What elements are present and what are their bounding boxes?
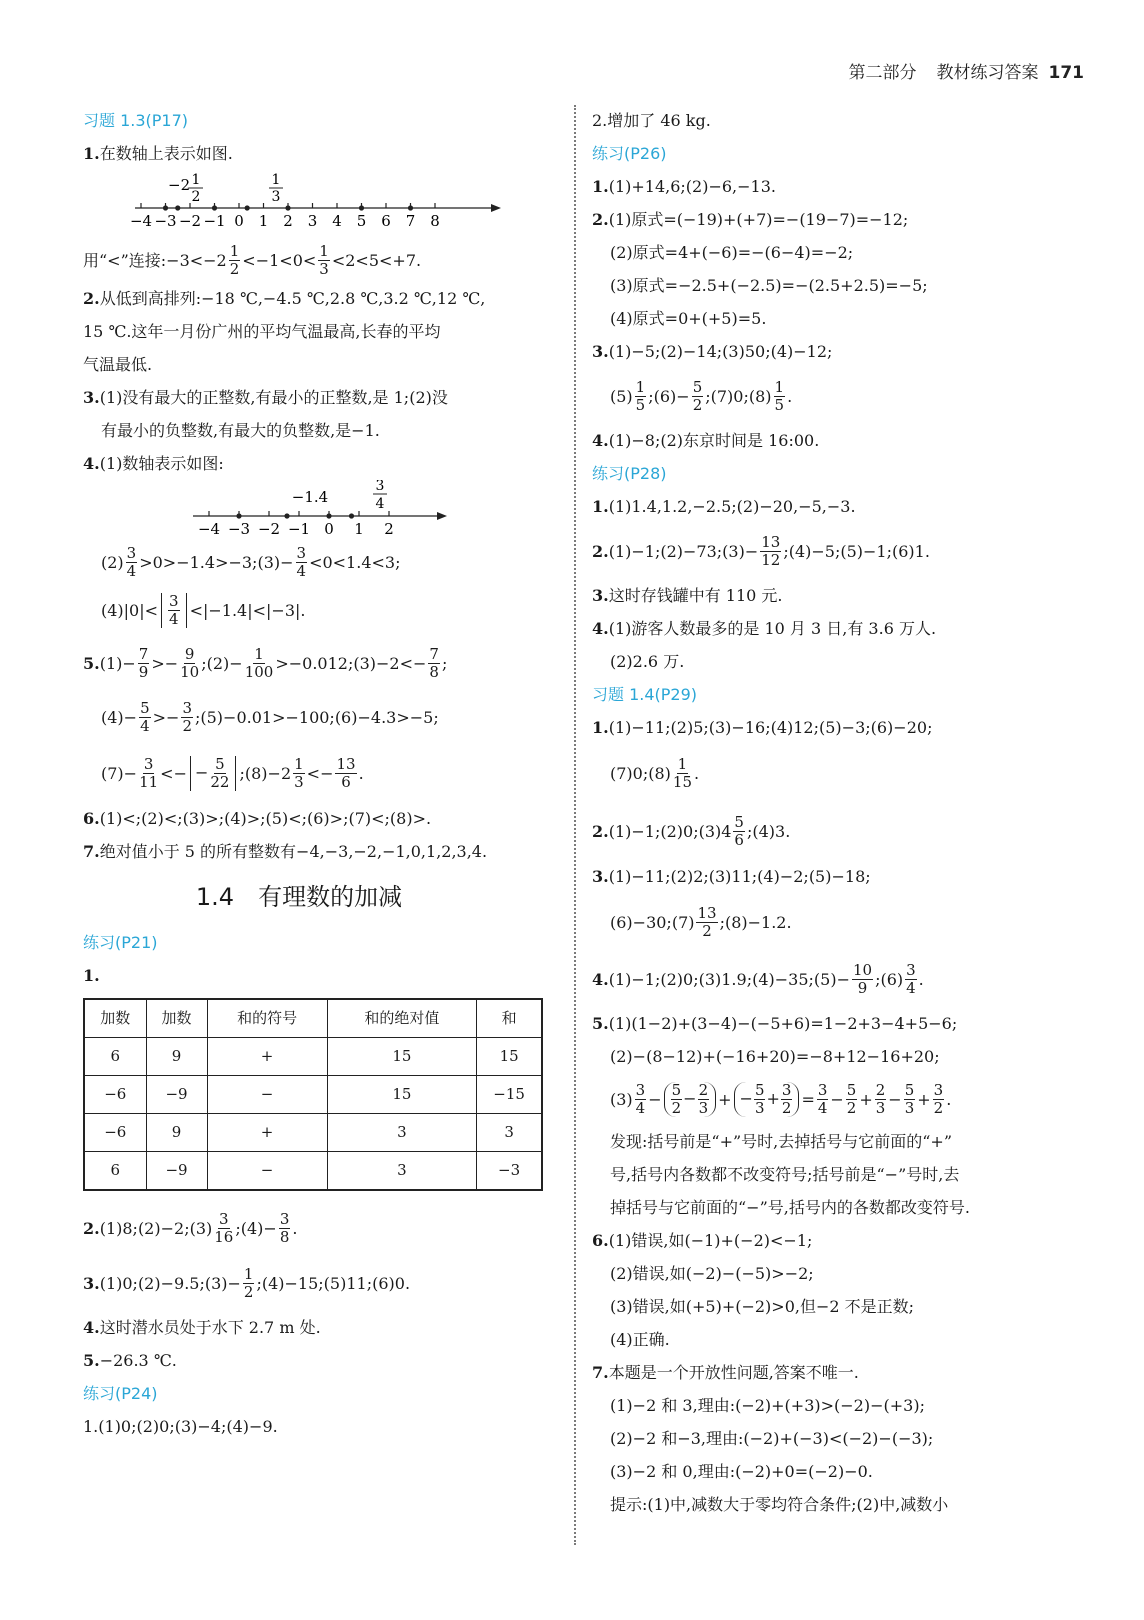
tick-label: −3 (227, 520, 251, 538)
q5-part: >− (152, 707, 180, 727)
tick-label: −2 (178, 212, 202, 230)
number-line-point (408, 205, 413, 210)
fraction: $\frac{9}{10}$ (180, 644, 200, 681)
nl1-mark-whole: −2 (168, 176, 191, 194)
table-cell: + (207, 1038, 327, 1076)
left-column (83, 104, 555, 1443)
q4-part: <0<1.4<3; (309, 552, 401, 572)
s14-q5-finding: 掉括号与它前面的“−”号,括号内的各数都改变符号. (610, 1198, 970, 1217)
fraction: $\frac{7}{8}$ (429, 644, 439, 681)
q-number: 2. (83, 1218, 100, 1238)
table-cell: 15 (327, 1076, 477, 1114)
table-cell: 和的符号 (207, 999, 327, 1038)
fraction: $\frac{3}{2}$ (781, 1080, 792, 1117)
fraction: $\frac{5}{3}$ (904, 1080, 915, 1117)
nl2-mark1: −1.4 (291, 488, 329, 506)
q-number: 4. (83, 454, 100, 473)
fraction: $\frac{7}{9}$ (138, 644, 149, 681)
q4-line: (1)数轴表示如图: (99, 454, 224, 473)
s14-q3-part: (6)−30;(7) (610, 912, 695, 932)
q-number: 4. (83, 1318, 100, 1337)
p21-q4: 这时潜水员处于水下 2.7 m 处. (99, 1318, 321, 1337)
p26-q3-line: (1)−5;(2)−14;(3)50;(4)−12; (608, 342, 833, 361)
s14-q5-part: − (648, 1089, 662, 1109)
q-number: 1. (592, 718, 609, 737)
tick-label: 2 (283, 212, 293, 230)
q5-part: ;(8)−2 (239, 763, 292, 783)
q5-part: . (358, 763, 364, 783)
tick-label: −1 (203, 212, 226, 230)
fraction: $\frac{5}{2}$ (846, 1080, 857, 1117)
q-number: 3. (592, 342, 609, 361)
s14-q1-part: (7)0;(8) (610, 763, 671, 783)
table-cell: 3 (327, 1114, 477, 1152)
q7-text: 绝对值小于 5 的所有整数有−4,−3,−2,−1,0,1,2,3,4. (99, 842, 488, 861)
p26-q2-line: (1)原式=(−19)+(+7)=−(19−7)=−12; (608, 210, 909, 229)
p26-q3-part: ;(6)− (648, 386, 690, 406)
table-cell: 9 (146, 1114, 207, 1152)
fraction: $\frac{2}{3}$ (698, 1080, 709, 1117)
number-line-point (175, 205, 180, 210)
number-line-1 (83, 170, 555, 238)
parenthesis-group: $\frac{5}{2}$ − $\frac{2}{3}$ (664, 1082, 717, 1117)
p28-q4-line: (1)游客人数最多的是 10 月 3 日,有 3.6 万人. (608, 619, 937, 638)
s14-q5-line: (1)(1−2)+(3−4)−(−5+6)=1−2+3−4+5−6; (608, 1014, 958, 1033)
table-cell: 加数 (84, 999, 146, 1038)
s14-q5-part: . (946, 1089, 952, 1109)
p28-q3: 这时存钱罐中有 110 元. (608, 586, 783, 605)
table-cell: 9 (146, 1038, 207, 1076)
s14-q5-finding: 号,括号内各数都不改变符号;括号前是“−”号时,去 (610, 1165, 960, 1184)
table-cell: − (207, 1152, 327, 1191)
tick-label: −1 (287, 520, 311, 538)
tick-label: 1 (258, 212, 269, 230)
fraction: $\frac{1}{3}$ (319, 241, 329, 278)
q5-part: <− (306, 763, 334, 783)
s14-q5-line: (2)−(8−12)+(−16+20)=−8+12−16+20; (610, 1047, 940, 1066)
q-number: 5. (592, 1014, 609, 1033)
q5-part: (7)− (101, 763, 138, 783)
q1-ans-part: <2<5<+7. (331, 250, 422, 270)
s14-q5-part: + (718, 1089, 732, 1109)
number-line-point (163, 205, 168, 210)
fraction: $\frac{3}{4}$ (906, 960, 916, 997)
table-header-row (84, 999, 542, 1038)
q-number: 4. (592, 431, 609, 450)
q-number: 3. (592, 867, 609, 886)
nl2-arrow (437, 512, 447, 520)
p21-q2-part: ;(4)− (235, 1218, 277, 1238)
q-number: 1. (83, 144, 100, 163)
table-cell: 15 (327, 1038, 477, 1076)
fraction: $\frac{10}{9}$ (852, 960, 873, 997)
chapter-title: 1.4 有理数的加减 (195, 883, 403, 911)
number-line-2 (83, 480, 555, 540)
table-cell: 3 (477, 1114, 542, 1152)
fraction: $\frac{3}{2}$ (933, 1080, 944, 1117)
s14-q2-part: ;(4)3. (746, 821, 791, 841)
section-title-p28: 练习(P28) (592, 464, 667, 483)
s14-q7-line: 提示:(1)中,减数大于零均符合条件;(2)中,减数小 (610, 1495, 949, 1514)
p28-q2-part: ;(4)−5;(5)−1;(6)1. (783, 541, 930, 561)
tick-label: 2 (384, 520, 394, 538)
q5-part: (4)− (101, 707, 138, 727)
section-title-p24: 练习(P24) (83, 1384, 158, 1403)
number-line-point (245, 205, 250, 210)
table-cell: 6 (84, 1152, 146, 1191)
section-title-1-4: 习题 1.4(P29) (592, 685, 698, 704)
q-number: 1. (83, 966, 100, 985)
table-row (84, 1076, 542, 1114)
section-title-p26: 练习(P26) (592, 144, 667, 163)
tick-label: 0 (234, 212, 244, 230)
q-number: 2. (592, 210, 609, 229)
tick-label: 1 (354, 520, 364, 538)
p26-q2-line: (2)原式=4+(−6)=−(6−4)=−2; (610, 243, 854, 262)
p28-q4-line: (2)2.6 万. (610, 652, 685, 671)
number-line-point (326, 513, 331, 518)
s14-q3-part: ;(8)−1.2. (719, 912, 792, 932)
parenthesis-group: − $\frac{5}{3}$ + $\frac{3}{2}$ (734, 1082, 800, 1117)
q-number: 4. (592, 619, 609, 638)
q2-line: 气温最低. (83, 355, 153, 374)
table-row (84, 1114, 542, 1152)
nl1-mark-den: 2 (191, 189, 201, 205)
nl1-mark2-den: 3 (271, 189, 281, 205)
p21-q5: −26.3 ℃. (99, 1351, 177, 1370)
tick-label: −4 (129, 212, 153, 230)
section-title-1-3: 习题 1.3(P17) (83, 111, 189, 130)
q-number: 4. (592, 969, 609, 989)
fraction: $\frac{3}{4}$ (817, 1080, 828, 1117)
q4-part: <|−1.4|<|−3|. (189, 600, 306, 620)
number-line-point (212, 205, 217, 210)
table-cell: −15 (477, 1076, 542, 1114)
q3-line: (1)没有最大的正整数,有最小的正整数,是 1;(2)没 (99, 388, 448, 407)
fraction: $\frac{2}{3}$ (875, 1080, 886, 1117)
fraction: $\frac{1}{5}$ (774, 377, 785, 414)
fraction: $\frac{5}{6}$ (734, 812, 744, 849)
number-line-point (359, 205, 364, 210)
tick-label: −2 (257, 520, 281, 538)
q-number: 7. (83, 842, 100, 861)
fraction: $\frac{3}{11}$ (139, 754, 159, 791)
p24-q2: 2.增加了 46 kg. (592, 111, 711, 130)
p26-q3-part: . (787, 386, 793, 406)
fraction: $\frac{1}{2}$ (229, 241, 240, 278)
p26-q1: (1)+14,6;(2)−6,−13. (608, 177, 776, 196)
column-divider (574, 105, 576, 1545)
table-cell: −6 (84, 1076, 146, 1114)
tick-label: 8 (430, 212, 440, 230)
s14-q4-part: (1)−1;(2)0;(3)1.9;(4)−35;(5)− (608, 969, 850, 989)
s14-q6-line: (2)错误,如(−2)−(−5)>−2; (610, 1264, 814, 1283)
q-number: 3. (83, 1273, 100, 1293)
tick-label: 6 (381, 212, 391, 230)
s14-q6-line: (4)正确. (610, 1330, 670, 1349)
table-cell: 6 (84, 1038, 146, 1076)
fraction: $\frac{1}{3}$ (294, 754, 304, 791)
fraction: $\frac{3}{4}$ (635, 1080, 646, 1117)
nl2-mark2-den: 4 (375, 496, 385, 512)
q4-part: (4)|0|< (101, 600, 159, 620)
table-row (84, 1152, 542, 1191)
s14-q7-line: (1)−2 和 3,理由:(−2)+(+3)>(−2)−(+3); (610, 1396, 925, 1415)
absolute-value: − $\frac{5}{22}$ (190, 756, 237, 791)
q5-part: ;(2)− (201, 653, 243, 673)
fraction: $\frac{1}{100}$ (244, 644, 274, 681)
fraction: $\frac{5}{2}$ (671, 1080, 682, 1117)
s14-q4-part: ;(6) (875, 969, 904, 989)
right-column: 2.增加了 46 kg. 练习(P26) 1.(1)+14,6;(2)−6,−13. 2.(1)原式=(−19)+(+7)=−(19−7)=−12; (2)原式=4+(−6)=−(6−4)=−2; (3)原式=−2.5+(−2.5)=−(2.5+2.5)=−5; (4)原式=0+(+5)=5. 3.(1)−5;(2)−14;(3)50;(4)−12; (5) $\frac{1}{5}$ ;(6)− $\frac{5}{2}$ ;(7)0;(8) $\frac{1}{5}$ . 4.(1)−8;(2)东京时间是 16:00. 练习(P28) 1.(1)1.4,1.2,−2.5;(2)−20,−5,−3. 2. (1)−1;(2)−73;(3)− $\frac{13}{12}$ ;(4)−5;(5)−1;(6)1. 3.这时存钱罐中有 110 元. 4.(1)游客人数最多的是 10 月 3 日,有 3.6 万人. (2)2.6 万. 习题 1.4(P29) 1.(1)−11;(2)5;(3)−16;(4)12;(5)−3;(6)−20; (7)0;(8) $\frac{1}{15}$ . 2. (1)−1;(2)0;(3)4 $\frac{5}{6}$ ;(4)3. 3.(1)−11;(2)2;(3)11;(4)−2;(5)−18; (6)−30;(7) $\frac{13}{2}$ ;(8)−1.2. 4. (1)−1;(2)0;(3)1.9;(4)−35;(5)− $\frac{10}{9}$ ;(6) $\frac{3}{4}$ . 5.(1)(1−2)+(3−4)−(−5+6)=1−2+3−4+5−6; (2)−(8−12)+(−16+20)=−8+12−16+20; (3) $\frac{3}{4}$ − $\frac{5}{2}$ − $\frac{2}{3}$ + − $\frac{5}{3}$ + $\frac{3}{2}$ = $\frac{3}{4}$ − $\frac{5}{2}$ + $\frac{2}{3}$ − $\frac{5}{3}$ + $\frac{3}{2}$ . 发现:括号前是“+”号时,去掉括号与它前面的“+” 号,括号内各数都不改变符号;括号前是“−”号时,去 掉括号与它前面的“−”号,括号内的各数都改变符号. 6.(1)错误,如(−1)+(−2)<−1; (2)错误,如(−2)−(−5)>−2; (3)错误,如(+5)+(−2)>0,但−2 不是正数; (4)正确. 7.本题是一个开放性问题,答案不唯一. (1)−2 和 3,理由:(−2)+(+3)>(−2)−(+3); (2)−2 和−3,理由:(−2)+(−3)<(−2)−(−3); (3)−2 和 0,理由:(−2)+0=(−2)−0. 提示:(1)中,减数大于零均符合条件;(2)中,减数小 (592, 104, 1070, 1521)
number-line-point (236, 513, 241, 518)
p26-q4: (1)−8;(2)东京时间是 16:00. (608, 431, 820, 450)
fraction: $\frac{13}{12}$ (761, 532, 781, 569)
fraction: $\frac{1}{15}$ (672, 754, 692, 791)
q5-part: (1)− (99, 653, 136, 673)
fraction: $\frac{1}{2}$ (243, 1264, 254, 1301)
p26-q3-part: ;(7)0;(8) (705, 386, 772, 406)
q1-ans-part: 用“<”连接:−3<−2 (83, 250, 227, 270)
s14-q1-line: (1)−11;(2)5;(3)−16;(4)12;(5)−3;(6)−20; (608, 718, 933, 737)
s14-q5-part: (3) (610, 1089, 633, 1109)
tick-label: 5 (356, 212, 367, 230)
s14-q7-line: (2)−2 和−3,理由:(−2)+(−3)<(−2)−(−3); (610, 1429, 934, 1448)
q1-ans-part: <−1<0< (242, 250, 317, 270)
table-cell: − (207, 1076, 327, 1114)
table-cell: −9 (146, 1152, 207, 1191)
q3-line: 有最小的负整数,有最大的负整数,是−1. (101, 421, 380, 440)
header-section: 教材练习答案 (936, 63, 1039, 83)
number-line-point (284, 513, 289, 518)
q-number: 2. (592, 821, 609, 841)
table-cell: −3 (477, 1152, 542, 1191)
q-number: 3. (83, 388, 100, 407)
q2-line: 15 ℃.这年一月份广州的平均气温最高,长春的平均 (83, 322, 441, 341)
p21-q2-part: (1)8;(2)−2;(3) (99, 1218, 213, 1238)
table-cell: 3 (327, 1152, 477, 1191)
table-cell: + (207, 1114, 327, 1152)
table-cell: 加数 (146, 999, 207, 1038)
table-cell: −9 (146, 1076, 207, 1114)
table-row (84, 1038, 542, 1076)
p24-q1: 1.(1)0;(2)0;(3)−4;(4)−9. (83, 1417, 278, 1436)
q-number: 1. (592, 177, 609, 196)
s14-q6-line: (3)错误,如(+5)+(−2)>0,但−2 不是正数; (610, 1297, 915, 1316)
fraction: $\frac{3}{2}$ (182, 698, 192, 735)
nl2-mark2-num: 3 (375, 480, 385, 494)
section-title-p21: 练习(P21) (83, 933, 158, 952)
fraction: $\frac{5}{22}$ (210, 754, 230, 791)
q5-part: >− (151, 653, 179, 673)
q2-line: 从低到高排列:−18 ℃,−4.5 ℃,2.8 ℃,3.2 ℃,12 ℃, (99, 289, 486, 308)
fraction: $\frac{3}{4}$ (296, 543, 307, 580)
page-number: 171 (1048, 63, 1084, 83)
p28-q1: (1)1.4,1.2,−2.5;(2)−20,−5,−3. (608, 497, 856, 516)
q5-part: ;(5)−0.01>−100;(6)−4.3>−5; (194, 707, 439, 727)
table-cell: 15 (477, 1038, 542, 1076)
s14-q7-line: (3)−2 和 0,理由:(−2)+0=(−2)−0. (610, 1462, 873, 1481)
s14-q5-finding: 发现:括号前是“+”号时,去掉括号与它前面的“+” (610, 1132, 953, 1151)
s14-q7-line: 本题是一个开放性问题,答案不唯一. (608, 1363, 859, 1382)
nl1-mark2-num: 1 (271, 172, 281, 188)
tick-label: 0 (324, 520, 334, 538)
absolute-value (161, 593, 187, 628)
p28-q2-part: (1)−1;(2)−73;(3)− (608, 541, 759, 561)
fraction: $\frac{3}{16}$ (214, 1209, 234, 1246)
q-number: 5. (83, 1351, 100, 1370)
p26-q2-line: (3)原式=−2.5+(−2.5)=−(2.5+2.5)=−5; (610, 276, 928, 295)
fraction: $\frac{3}{4}$ (169, 591, 179, 628)
q6-text: (1)<;(2)<;(3)>;(4)>;(5)<;(6)>;(7)<;(8)>. (99, 809, 432, 828)
page-header (849, 58, 1085, 83)
number-line-point (349, 513, 354, 518)
q5-part: ; (441, 653, 448, 673)
s14-q6-line: (1)错误,如(−1)+(−2)<−1; (608, 1231, 813, 1250)
q-number: 3. (592, 586, 609, 605)
q-number: 6. (83, 809, 100, 828)
q-number: 2. (592, 541, 609, 561)
q-number: 2. (83, 289, 100, 308)
s14-q5-part: = (801, 1089, 815, 1109)
q-number: 1. (592, 497, 609, 516)
nl1-arrow (491, 204, 501, 212)
number-line-point (285, 205, 290, 210)
q1-text: 在数轴上表示如图. (99, 144, 233, 163)
nl1-ticks (130, 203, 440, 230)
p21-q2-part: . (292, 1218, 298, 1238)
s14-q4-part: . (918, 969, 924, 989)
q-number: 6. (592, 1231, 609, 1250)
tick-label: −3 (154, 212, 177, 230)
p21-q3-part: (1)0;(2)−9.5;(3)− (99, 1273, 241, 1293)
table-cell: 和的绝对值 (327, 999, 477, 1038)
q-number: 5. (83, 653, 100, 673)
tick-label: 7 (405, 212, 416, 230)
addition-table (83, 998, 543, 1191)
table-cell: 和 (477, 999, 542, 1038)
q4-part: (2) (101, 552, 124, 572)
fraction: $\frac{5}{2}$ (692, 377, 703, 414)
nl1-mark-num: 1 (191, 172, 201, 188)
fraction: $\frac{1}{5}$ (635, 377, 646, 414)
s14-q1-part: . (694, 763, 700, 783)
q5-part: <− (160, 763, 187, 783)
tick-label: 4 (332, 212, 342, 230)
header-part: 第二部分 (848, 63, 917, 83)
tick-label: −4 (197, 520, 221, 538)
p21-q3-part: ;(4)−15;(5)11;(6)0. (256, 1273, 411, 1293)
s14-q2-part: (1)−1;(2)0;(3)4 (608, 821, 732, 841)
q5-part: >−0.012;(3)−2<− (275, 653, 427, 673)
fraction: $\frac{5}{4}$ (140, 698, 150, 735)
q4-part: >0>−1.4>−3;(3)− (139, 552, 294, 572)
fraction: $\frac{13}{2}$ (697, 903, 717, 940)
s14-q3-line: (1)−11;(2)2;(3)11;(4)−2;(5)−18; (608, 867, 871, 886)
fraction: $\frac{5}{3}$ (754, 1080, 765, 1117)
nl2-ticks (198, 511, 394, 538)
p26-q3-part: (5) (610, 386, 633, 406)
p26-q2-line: (4)原式=0+(+5)=5. (610, 309, 767, 328)
tick-label: 3 (307, 212, 318, 230)
fraction: $\frac{3}{8}$ (279, 1209, 290, 1246)
fraction: $\frac{3}{4}$ (126, 543, 137, 580)
fraction: $\frac{13}{6}$ (336, 754, 356, 791)
table-cell: −6 (84, 1114, 146, 1152)
q-number: 7. (592, 1363, 609, 1382)
